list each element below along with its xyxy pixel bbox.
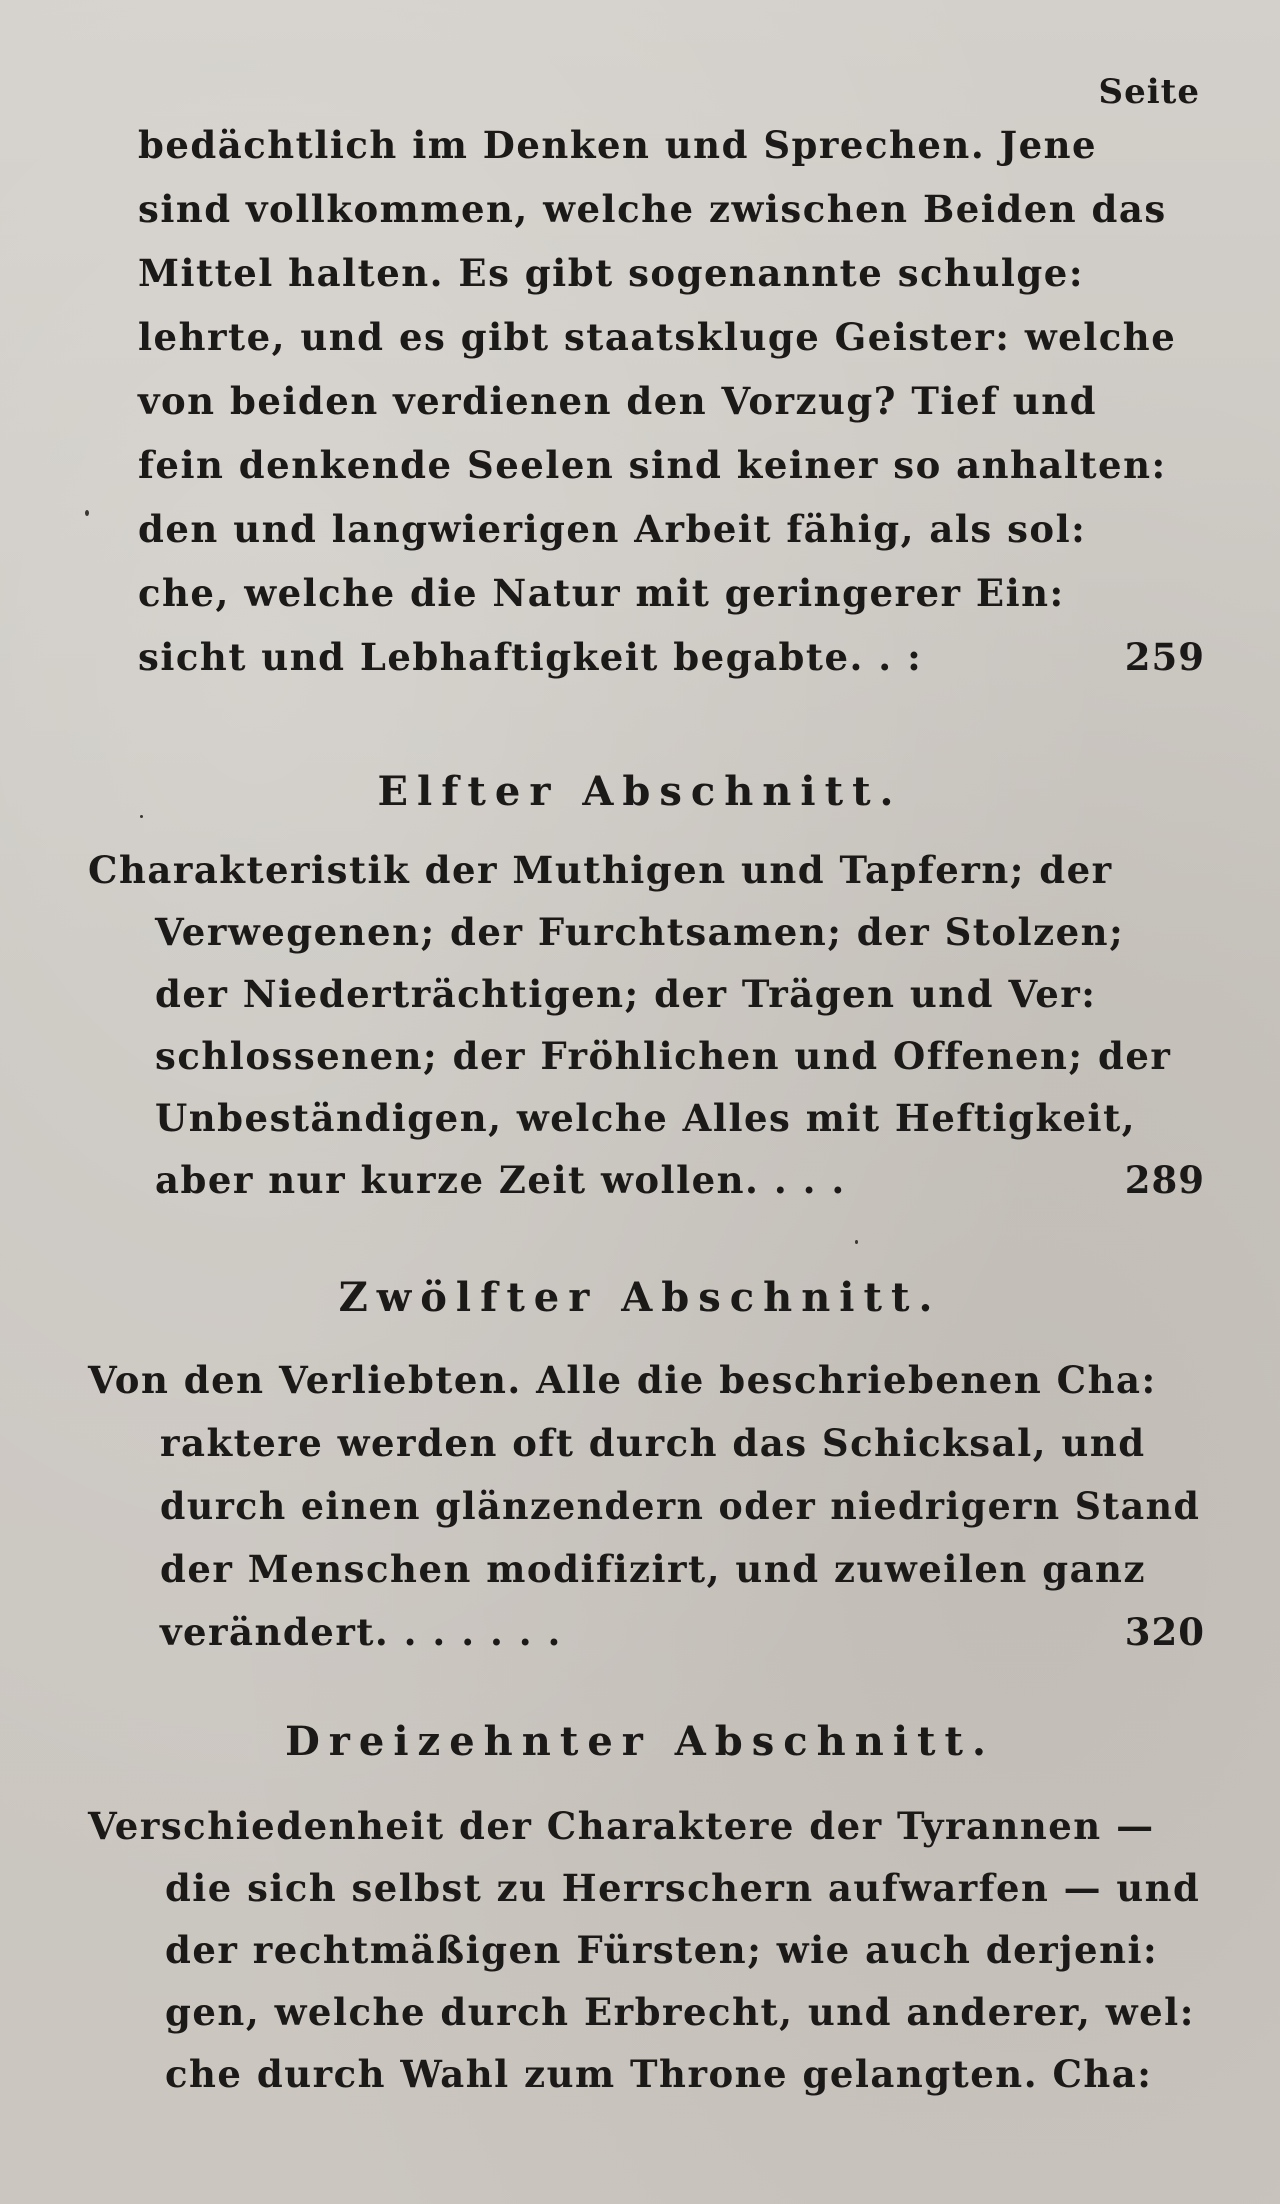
text-line: der Menschen modifizirt, und zuweilen ganz: [160, 1547, 1146, 1591]
text-line: gen, welche durch Erbrecht, und anderer, wel:: [165, 1990, 1195, 2034]
text-line: von beiden verdienen den Vorzug? Tief und: [138, 379, 1097, 423]
text-line: che durch Wahl zum Throne gelangten. Cha:: [165, 2052, 1153, 2096]
text-line: verändert. . . . . . .: [160, 1610, 562, 1654]
text-line: aber nur kurze Zeit wollen. . . .: [155, 1158, 846, 1202]
text-line: Mittel halten. Es gibt sogenannte schulge:: [138, 251, 1084, 295]
text-line: fein denkende Seelen sind keiner so anhalten:: [138, 443, 1167, 487]
section-heading: Elfter Abschnitt.: [377, 768, 903, 815]
text-line: den und langwierigen Arbeit fähig, als sol:: [138, 507, 1087, 551]
text-line: die sich selbst zu Herrschern aufwarfen — und: [165, 1866, 1201, 1910]
paper-speck: [85, 510, 89, 516]
text-line: Verwegenen; der Furchtsamen; der Stolzen;: [155, 910, 1125, 954]
text-line: Von den Verliebten. Alle die beschriebenen Cha:: [88, 1358, 1157, 1402]
section-heading: Dreizehnter Abschnitt.: [285, 1718, 995, 1765]
text-line: sind vollkommen, welche zwischen Beiden das: [138, 187, 1167, 231]
text-line: Verschiedenheit der Charaktere der Tyrannen —: [88, 1804, 1155, 1848]
text-line: lehrte, und es gibt staatskluge Geister: welche: [138, 315, 1177, 359]
paper-speck: [855, 1240, 858, 1244]
text-line: bedächtlich im Denken und Sprechen. Jene: [138, 123, 1098, 167]
text-line: che, welche die Natur mit geringerer Ein:: [138, 571, 1065, 615]
text-line: der Niederträchtigen; der Trägen und Ver:: [155, 972, 1097, 1016]
text-line: sicht und Lebhaftigkeit begabte. . :: [138, 635, 923, 679]
text-line: Charakteristik der Muthigen und Tapfern; der: [88, 848, 1113, 892]
text-line: durch einen glänzendern oder niedrigern Stand: [160, 1484, 1201, 1528]
page-number: 289: [1124, 1158, 1205, 1202]
text-line: der rechtmäßigen Fürsten; wie auch derjeni:: [165, 1928, 1159, 1972]
page-number: 320: [1124, 1610, 1205, 1654]
page-column-header: Seite: [1098, 72, 1200, 112]
text-line: raktere werden oft durch das Schicksal, und: [160, 1421, 1146, 1465]
text-line: schlossenen; der Fröhlichen und Offenen; der: [155, 1034, 1172, 1078]
page-number: 259: [1124, 635, 1205, 679]
section-heading: Zwölfter Abschnitt.: [338, 1274, 942, 1321]
text-line: Unbeständigen, welche Alles mit Heftigkeit,: [155, 1096, 1137, 1140]
paper-speck: [140, 815, 143, 818]
